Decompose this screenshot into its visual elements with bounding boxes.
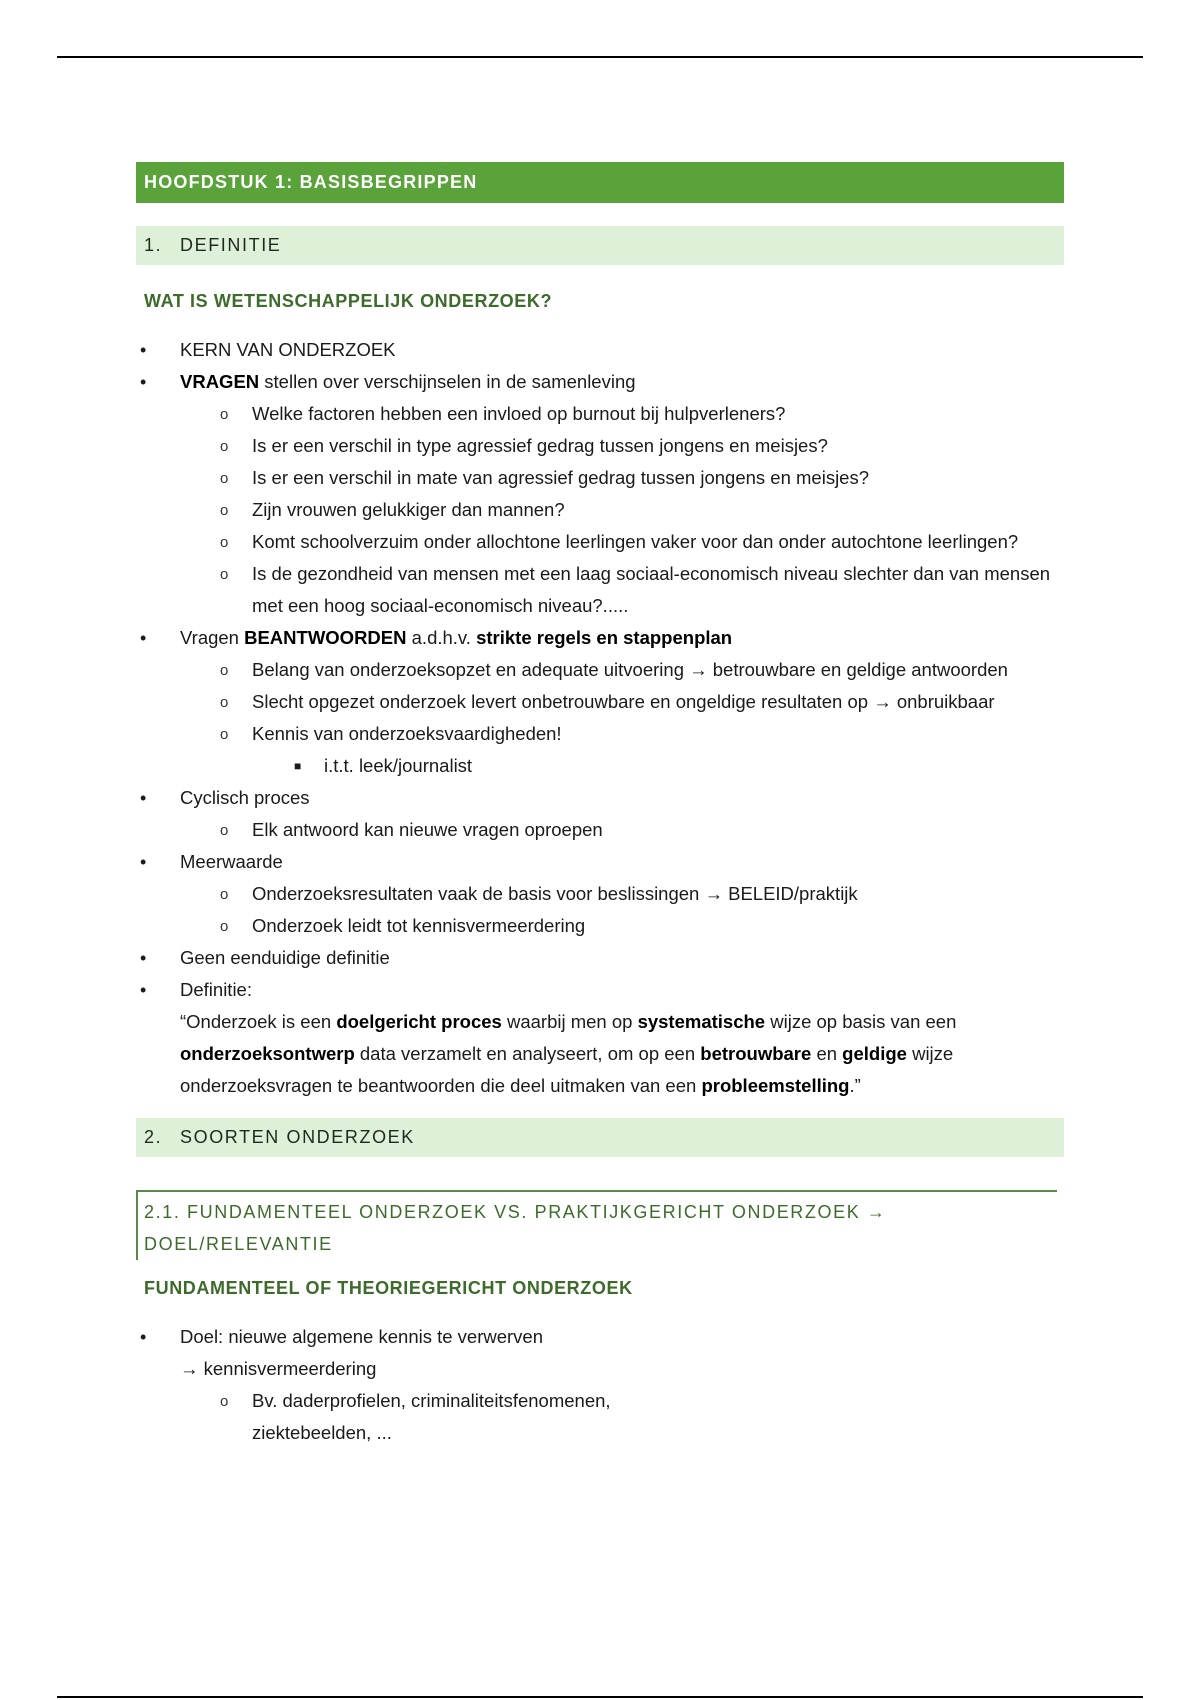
circle-bullet-icon: o bbox=[220, 470, 229, 487]
list-item: o Belang van onderzoeksopzet en adequate uitvoering → betrouwbare en geldige antwoorden bbox=[180, 654, 1064, 686]
bullet-icon: • bbox=[140, 788, 147, 808]
list-item: o Zijn vrouwen gelukkiger dan mannen? bbox=[180, 494, 1064, 526]
circle-bullet-icon: o bbox=[220, 502, 229, 519]
circle-bullet-icon: o bbox=[220, 534, 229, 551]
list-item: o Is de gezondheid van mensen met een laag sociaal-economisch niveau slechter dan van mensen met een hoog sociaal-economisch niveau?..... bbox=[180, 558, 1064, 622]
list-item: o Kennis van onderzoeksvaardigheden! ■ i.t.t. leek/journalist bbox=[180, 718, 1064, 782]
fundamental-bullet-list bbox=[136, 1321, 1064, 1449]
sub-list bbox=[180, 654, 1064, 782]
sub-list bbox=[180, 1385, 1064, 1449]
section-heading-soorten bbox=[136, 1118, 1064, 1157]
circle-bullet-icon: o bbox=[220, 886, 229, 903]
list-item: • Doel: nieuwe algemene kennis te verwerven → kennisvermeerdering o Bv. daderprofielen, criminaliteitsfenomenen, ziektebeelden, ... bbox=[136, 1321, 1064, 1449]
sub-sub-list bbox=[252, 750, 1064, 782]
square-bullet-icon: ■ bbox=[294, 759, 302, 773]
definition-quote: “Onderzoek is een doelgericht proces waarbij men op systematische wijze op basis van een onderzoeksontwerp data verzamelt en analyseert, om op een betrouwbare en geldige wijze onderzoeksvragen te beantwoorden die deel uitmaken van een probleemstelling.” bbox=[180, 1011, 957, 1096]
section-number: 1. bbox=[144, 235, 163, 255]
section-title: SOORTEN ONDERZOEK bbox=[180, 1127, 415, 1147]
list-item: o Komt schoolverzuim onder allochtone leerlingen vaker voor dan onder autochtone leerlingen? bbox=[180, 526, 1064, 558]
subheading-fundamenteel: FUNDAMENTEEL OF THEORIEGERICHT ONDERZOEK bbox=[144, 1278, 633, 1298]
list-item: • Vragen BEANTWOORDEN a.d.h.v. strikte regels en stappenplan o Belang van onderzoeksopzet en adequate uitvoering → betrouwbare en geldige antwoorden o Slecht opgezet onderzoek levert onbetrouwbare en ongeldige resultaten op → onbruikbaar o Kennis van onderzoeksvaardigheden! ■ i.t.t. leek/journalist bbox=[136, 622, 1064, 782]
bullet-icon: • bbox=[140, 628, 147, 648]
list-item: o Bv. daderprofielen, criminaliteitsfenomenen, ziektebeelden, ... bbox=[180, 1385, 672, 1449]
section-title: DEFINITIE bbox=[180, 235, 282, 255]
bullet-icon: • bbox=[140, 852, 147, 872]
bullet-icon: • bbox=[140, 948, 147, 968]
subsection-heading-2-1: 2.1. FUNDAMENTEEL ONDERZOEK VS. PRAKTIJKGERICHT ONDERZOEK → DOEL/RELEVANTIE bbox=[136, 1190, 1057, 1260]
circle-bullet-icon: o bbox=[220, 918, 229, 935]
bullet-icon: • bbox=[140, 340, 147, 360]
bullet-icon: • bbox=[140, 372, 147, 392]
sub-list bbox=[180, 398, 1064, 622]
list-item: o Is er een verschil in mate van agressief gedrag tussen jongens en meisjes? bbox=[180, 462, 1064, 494]
circle-bullet-icon: o bbox=[220, 406, 229, 423]
bullet-icon: • bbox=[140, 980, 147, 1000]
circle-bullet-icon: o bbox=[220, 726, 229, 743]
document-body bbox=[136, 162, 1064, 1449]
list-item: o Onderzoek leidt tot kennisvermeerdering bbox=[180, 910, 1064, 942]
circle-bullet-icon: o bbox=[220, 1393, 229, 1410]
list-item: o Onderzoeksresultaten vaak de basis voor beslissingen → BELEID/praktijk bbox=[180, 878, 1064, 910]
circle-bullet-icon: o bbox=[220, 566, 229, 583]
circle-bullet-icon: o bbox=[220, 438, 229, 455]
list-item: ■ i.t.t. leek/journalist bbox=[252, 750, 1064, 782]
list-item: • Definitie: “Onderzoek is een doelgericht proces waarbij men op systematische wijze op basis van een onderzoeksontwerp data verzamelt en analyseert, om op een betrouwbare en geldige wijze onderzoeksvragen te beantwoorden die deel uitmaken van een probleemstelling.” bbox=[136, 974, 1064, 1102]
chapter-title: HOOFDSTUK 1: BASISBEGRIPPEN bbox=[136, 162, 1064, 203]
list-item: • Meerwaarde o Onderzoeksresultaten vaak de basis voor beslissingen → BELEID/praktijk o Onderzoek leidt tot kennisvermeerdering bbox=[136, 846, 1064, 942]
list-item: o Is er een verschil in type agressief gedrag tussen jongens en meisjes? bbox=[180, 430, 1064, 462]
sub-list bbox=[180, 878, 1064, 942]
circle-bullet-icon: o bbox=[220, 694, 229, 711]
definition-bullet-list bbox=[136, 334, 1064, 1102]
list-item: o Elk antwoord kan nieuwe vragen oproepen bbox=[180, 814, 1064, 846]
section-heading-definitie bbox=[136, 226, 1064, 265]
list-item: • VRAGEN stellen over verschijnselen in de samenleving o Welke factoren hebben een invloed op burnout bij hulpverleners? o Is er een verschil in type agressief gedrag tussen jongens en meisjes? o Is er een verschil in mate van agressief gedrag tussen jongens en meisjes? o Zijn vrouwen gelukkiger dan mannen? o Komt schoolverzuim onder allochtone leerlingen vaker voor dan onder autochtone leerlingen? o Is de gezondheid van mensen met een laag sociaal-economisch niveau slechter dan van mensen met een hoog sociaal-economisch niveau?..... bbox=[136, 366, 1064, 622]
footer-rule bbox=[57, 1696, 1143, 1698]
sub-list bbox=[180, 814, 1064, 846]
bullet-icon: • bbox=[140, 1327, 147, 1347]
list-item: • KERN VAN ONDERZOEK bbox=[136, 334, 1064, 366]
circle-bullet-icon: o bbox=[220, 822, 229, 839]
list-item: o Welke factoren hebben een invloed op burnout bij hulpverleners? bbox=[180, 398, 1064, 430]
list-item: o Slecht opgezet onderzoek levert onbetrouwbare en ongeldige resultaten op → onbruikbaar bbox=[180, 686, 1064, 718]
list-item: • Geen eenduidige definitie bbox=[136, 942, 1064, 974]
section-number: 2. bbox=[144, 1127, 163, 1147]
list-item: • Cyclisch proces o Elk antwoord kan nieuwe vragen oproepen bbox=[136, 782, 1064, 846]
subheading-wat-is: WAT IS WETENSCHAPPELIJK ONDERZOEK? bbox=[144, 291, 553, 311]
header-rule bbox=[57, 56, 1143, 58]
circle-bullet-icon: o bbox=[220, 662, 229, 679]
